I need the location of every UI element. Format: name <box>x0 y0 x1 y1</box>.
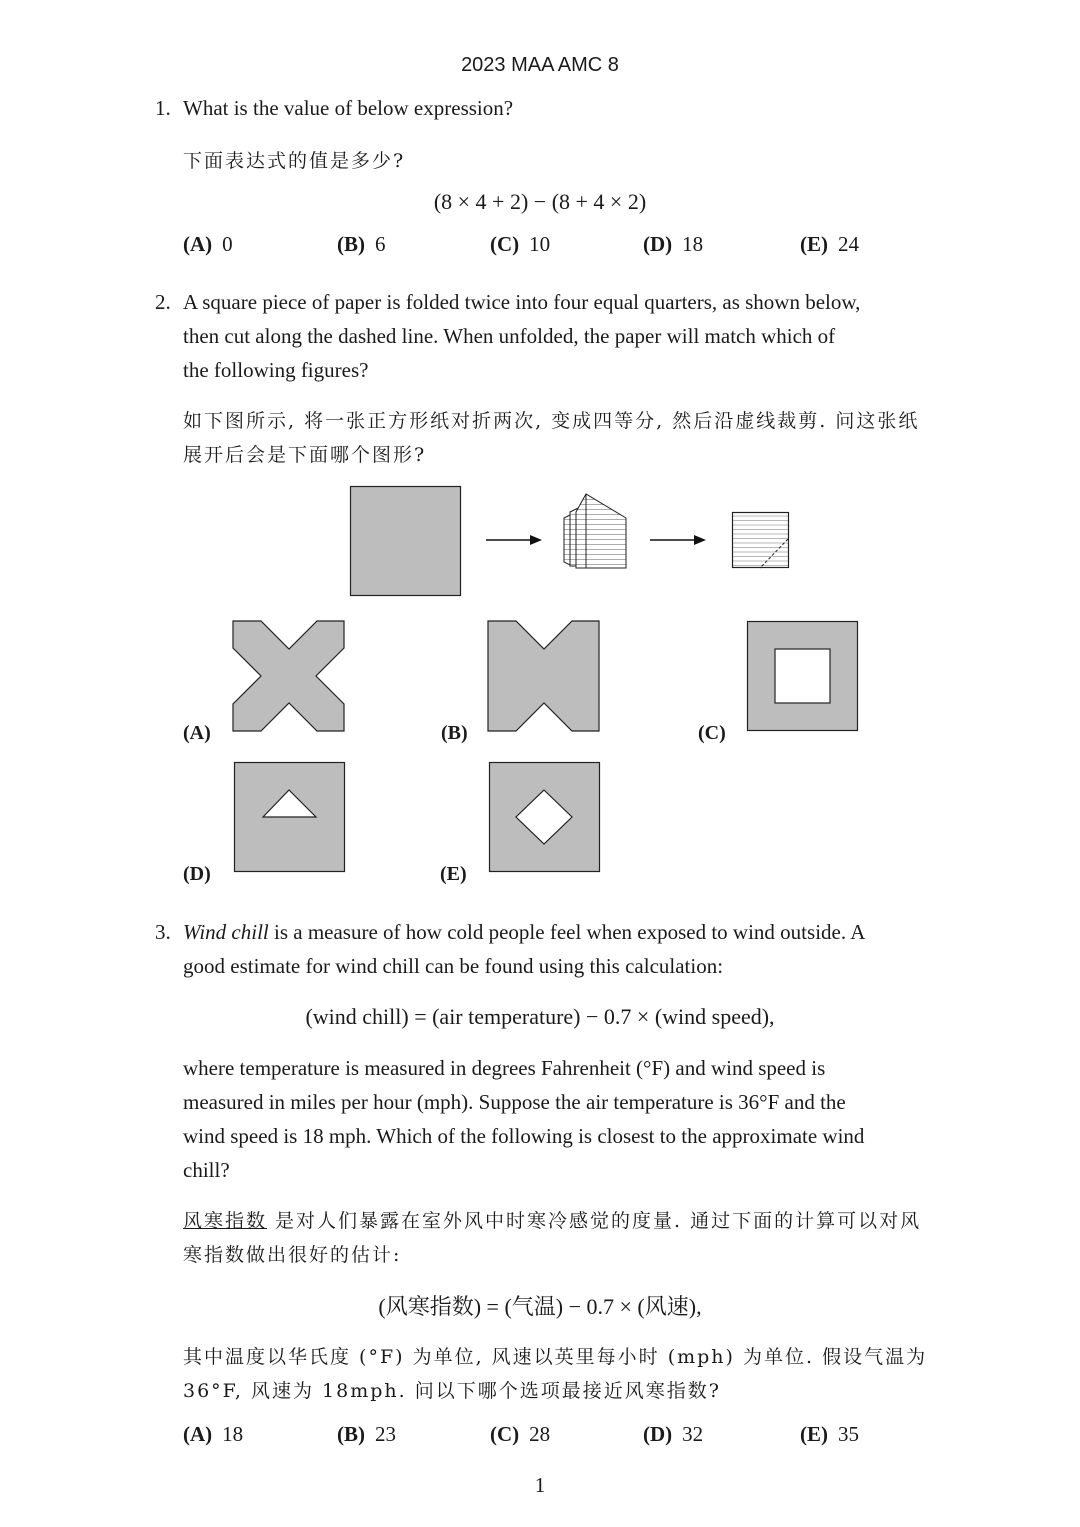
q2-number: 2. <box>155 290 171 314</box>
q1-choice-a: (A) 0 <box>183 232 233 256</box>
q1-choice-c: (C) 10 <box>490 232 551 256</box>
q3-text-zh-line1: 风寒指数 是对人们暴露在室外风中时寒冷感觉的度量. 通过下面的计算可以对风 <box>183 1210 922 1232</box>
q3-text-en-b-line1: where temperature is measured in degrees Fahrenheit (°F) and wind speed is <box>183 1056 826 1080</box>
q3-choice-d: (D) 32 <box>643 1422 704 1446</box>
figure-c-square-hole <box>747 621 859 732</box>
q1-text-en: What is the value of below expression? <box>183 96 514 120</box>
q3-term-zh: 风寒指数 <box>183 1210 268 1232</box>
figure-e-diamond-hole <box>489 762 601 873</box>
q3-text-zh-b-line1: 其中温度以华氏度 (°F) 为单位, 风速以英里每小时 (mph) 为单位. 假设气温为 <box>183 1346 928 1368</box>
q2-text-en-line3: the following figures? <box>183 358 369 382</box>
q1-choice-b: (B) 6 <box>337 232 386 256</box>
q3-text-zh-b-line2: 36°F, 风速为 18mph. 问以下哪个选项最接近风寒指数? <box>183 1380 721 1402</box>
page-header: 2023 MAA AMC 8 <box>461 54 619 76</box>
figure-d-label: (D) <box>183 863 211 885</box>
figure-b-label: (B) <box>441 722 468 744</box>
q1-number: 1. <box>155 96 171 120</box>
q3-text-en-b-line4: chill? <box>183 1158 230 1182</box>
arrow-1-icon <box>486 534 542 546</box>
q3-text-zh-line2: 寒指数做出很好的估计: <box>183 1244 402 1266</box>
q3-text-en-b-line3: wind speed is 18 mph. Which of the following is closest to the approximate wind <box>183 1124 865 1148</box>
q1-expression: (8 × 4 + 2) − (8 + 4 × 2) <box>433 189 647 214</box>
q2-text-en-line2: then cut along the dashed line. When unfolded, the paper will match which of <box>183 324 836 348</box>
q3-formula-zh: (风寒指数) = (气温) − 0.7 × (风速), <box>378 1294 702 1319</box>
q3-text-en-line1: Wind chill is a measure of how cold people feel when exposed to wind outside. A <box>183 920 866 944</box>
q2-text-zh-line2: 展开后会是下面哪个图形? <box>183 444 427 466</box>
figure-b-bowtie-shape <box>488 621 600 732</box>
q3-text-en-b-line2: measured in miles per hour (mph). Suppose the air temperature is 36°F and the <box>183 1090 846 1114</box>
q3-formula-en: (wind chill) = (air temperature) − 0.7 × (wind speed), <box>305 1004 775 1029</box>
folding-paper-figure <box>560 490 630 570</box>
page-number: 1 <box>534 1473 546 1497</box>
q3-number: 3. <box>155 920 171 944</box>
q3-choice-a: (A) 18 <box>183 1422 244 1446</box>
figure-c-label: (C) <box>698 722 726 744</box>
q3-term-wind-chill: Wind chill <box>183 920 269 944</box>
q3-choice-c: (C) 28 <box>490 1422 551 1446</box>
figure-a-label: (A) <box>183 722 211 744</box>
q1-choice-e: (E) 24 <box>800 232 859 256</box>
figure-a-x-shape <box>233 621 345 732</box>
figure-d-triangle-hole <box>234 762 346 873</box>
q2-text-en-line1: A square piece of paper is folded twice into four equal quarters, as shown below, <box>183 290 861 314</box>
q1-choice-d: (D) 18 <box>643 232 704 256</box>
q2-text-zh-line1: 如下图所示, 将一张正方形纸对折两次, 变成四等分, 然后沿虚线裁剪. 问这张纸 <box>183 410 920 432</box>
q3-text-en-line2: good estimate for wind chill can be found using this calculation: <box>183 954 724 978</box>
q1-text-zh: 下面表达式的值是多少? <box>183 150 406 172</box>
q3-choice-b: (B) 23 <box>337 1422 396 1446</box>
folded-square-figure <box>732 512 790 569</box>
arrow-2-icon <box>650 534 706 546</box>
q3-choice-e: (E) 35 <box>800 1422 859 1446</box>
unfolded-square-figure <box>350 486 461 596</box>
figure-e-label: (E) <box>440 863 467 885</box>
